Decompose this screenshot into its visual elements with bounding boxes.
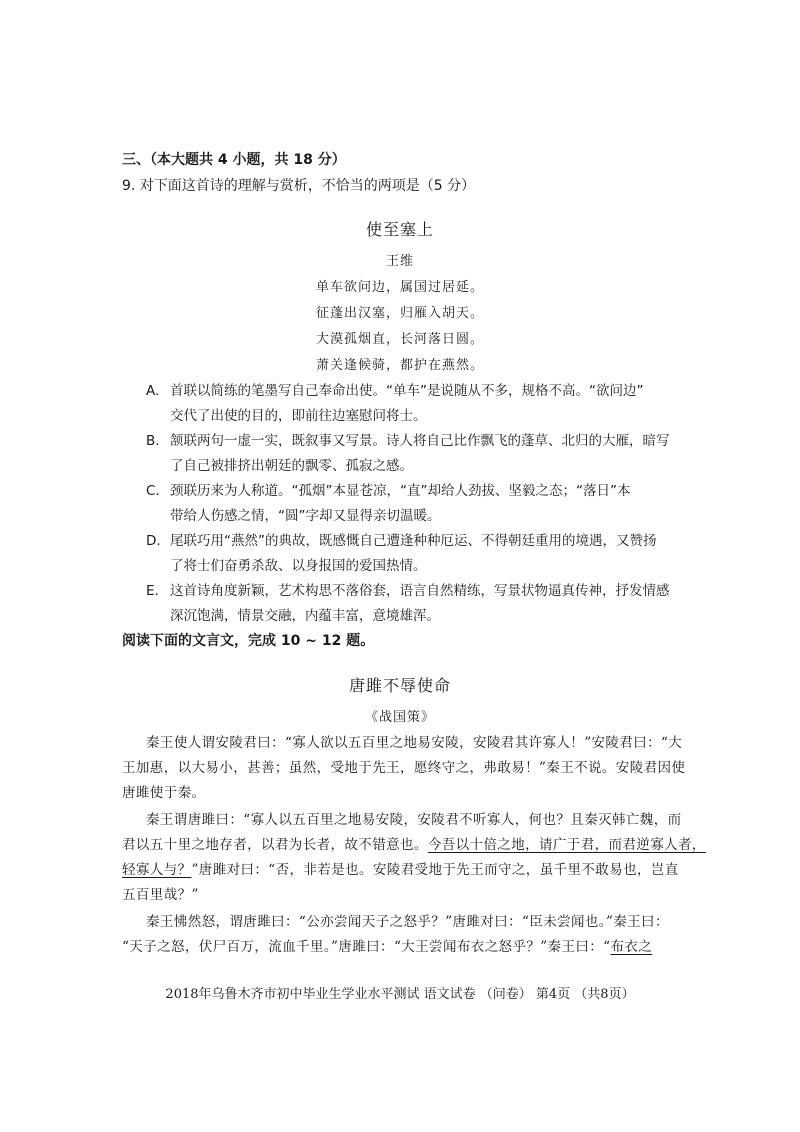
essay-source: 《战国策》 xyxy=(364,710,435,725)
option-c-line-1: 颈联历来为人称道。“孤烟”本显苍凉，“直”却给人劲拔、坚毅之态；“落日”本 xyxy=(170,483,631,499)
poem-line-3: 大漠孤烟直，长河落日圆。 xyxy=(315,332,484,347)
essay-title: 唐雎不辱使命 xyxy=(348,676,451,695)
option-a-line-2: 交代了出使的目的，即前往边塞慰问将士。 xyxy=(170,408,427,424)
option-b-label: B. xyxy=(146,433,160,449)
essay-p2-line-1: 秦王谓唐雎曰：“寡人以五百里之地易安陵，安陵君不听寡人，何也？且秦灭韩亡魏，而 xyxy=(146,812,682,828)
essay-p2-line-2 xyxy=(122,835,706,855)
essay-p3-line-2-text: “天子之怒，伏尸百万，流血千里。”唐雎曰：“大王尝闻布衣之怒乎？”秦王曰：“ xyxy=(122,939,611,955)
option-e-line-1: 这首诗角度新颖，艺术构思不落俗套，语言自然精练，写景状物逼真传神，抒发情感 xyxy=(170,583,670,599)
option-d-line-2: 了将士们奋勇杀敌、以身报国的爱国热情。 xyxy=(170,558,427,574)
essay-p3-line-2 xyxy=(122,937,652,957)
question-9: 9. 对下面这首诗的理解与赏析，不恰当的两项是（5 分） xyxy=(122,178,476,194)
page-footer: 2018年乌鲁木齐市初中毕业生学业水平测试 语文试卷 （问卷） 第4页 （共8页） xyxy=(165,987,635,1002)
option-b-line-1: 颔联两句一虚一实，既叙事又写景。诗人将自己比作飘飞的蓬草、北归的大雁，暗写 xyxy=(170,433,670,449)
essay-p1-line-1: 秦王使人谓安陵君曰：“寡人欲以五百里之地易安陵，安陵君其许寡人！”安陵君曰：“大 xyxy=(146,735,683,751)
essay-p1-line-3: 唐雎使于秦。 xyxy=(122,785,206,801)
option-e-label: E. xyxy=(146,583,159,599)
poem-line-1: 单车欲问边，属国过居延。 xyxy=(315,280,484,295)
option-d-label: D. xyxy=(146,533,161,549)
essay-p3-line-1: 秦王怫然怒，谓唐雎曰：“公亦尝闻天子之怒乎？”唐雎对曰：“臣未尝闻也。”秦王曰： xyxy=(146,914,669,930)
essay-p2-line-3-text: ”唐雎对曰：“否，非若是也。安陵君受地于先王而守之，虽千里不敢易也，岂直 xyxy=(191,862,679,878)
option-d-line-1: 尾联巧用“燕然”的典故，既感慨自己遭逢种种厄运、不得朝廷重用的境遇，又赞扬 xyxy=(170,533,657,549)
option-c-line-2: 带给人伤感之情，“圆”字却又显得亲切温暖。 xyxy=(170,508,441,524)
essay-p1-line-2: 王加惠，以大易小，甚善；虽然，受地于先王，愿终守之，弗敢易！”秦王不说。安陵君因使 xyxy=(122,760,686,776)
option-b-line-2: 了自己被排挤出朝廷的飘零、孤寂之感。 xyxy=(170,458,413,474)
poem-line-4: 萧关逢候骑，都护在燕然。 xyxy=(315,358,484,373)
option-c-label: C. xyxy=(146,483,160,499)
poem-author: 王维 xyxy=(385,254,414,269)
underlined-sentence-part-3: 布衣之 xyxy=(610,939,653,955)
option-a-label: A. xyxy=(146,383,160,399)
essay-p2-line-2-text: 君以五十里之地存者，以君为长者，故不错意也。 xyxy=(122,837,428,853)
poem-line-2: 征蓬出汉塞，归雁入胡天。 xyxy=(315,306,484,321)
reading-instruction: 阅读下面的文言文，完成 10 ~ 12 题。 xyxy=(122,633,375,649)
essay-p2-line-4: 五百里哉？” xyxy=(122,887,199,903)
option-a-line-1: 首联以简练的笔墨写自己奉命出使。“单车”是说随从不多，规格不高。“欲问边” xyxy=(170,383,644,399)
section-heading: 三、（本大题共 4 小题，共 18 分） xyxy=(122,152,346,168)
option-e-line-2: 深沉饱满，情景交融，内蕴丰富，意境雄浑。 xyxy=(170,608,440,624)
poem-title: 使至塞上 xyxy=(365,220,434,239)
underlined-sentence-part-1: 今吾以十倍之地，请广于君，而君逆寡人者， xyxy=(427,837,706,853)
essay-p2-line-3 xyxy=(122,860,679,880)
underlined-sentence-part-2: 轻寡人与？ xyxy=(122,862,192,878)
